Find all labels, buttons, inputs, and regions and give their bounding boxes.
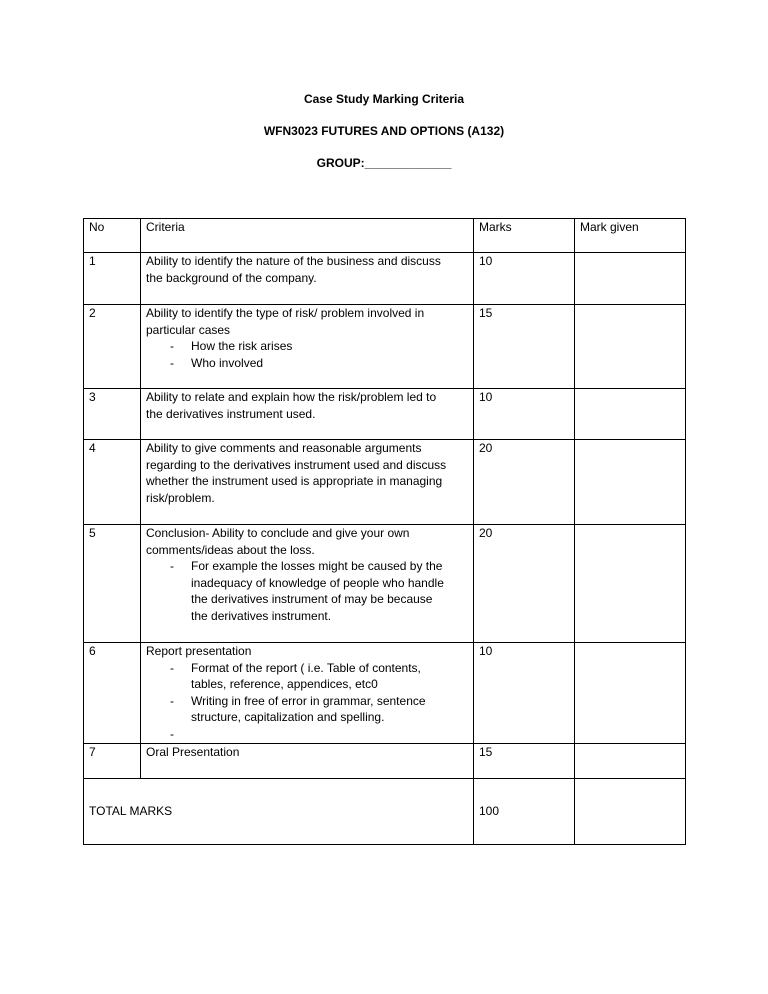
criteria-line: the derivatives instrument used.: [146, 406, 316, 421]
bullet-line: How the risk arises: [191, 339, 293, 353]
dash-marker: -: [170, 339, 174, 353]
criteria-bullet-list: [146, 558, 468, 624]
row-mark-given-cell[interactable]: [575, 744, 686, 779]
criteria-bullet: [146, 726, 468, 743]
criteria-line: risk/problem.: [146, 490, 215, 505]
row-criteria: [141, 525, 474, 643]
row-marks: 20: [474, 525, 575, 643]
criteria-line: the background of the company.: [146, 270, 317, 285]
criteria-bullet-list: [146, 660, 468, 743]
criteria-line: Ability to identify the nature of the business and discuss: [146, 254, 441, 268]
group-line: GROUP:_____________: [316, 156, 452, 170]
row-marks: 10: [474, 253, 575, 305]
bullet-line: For example the losses might be caused by the: [191, 559, 443, 573]
bullet-line: the derivatives instrument of may be because: [191, 592, 433, 606]
criteria-bullet-list: [146, 338, 468, 371]
bullet-line: Writing in free of error in grammar, sentence: [191, 693, 426, 708]
row-mark-given-cell[interactable]: [575, 389, 686, 440]
course-title: WFN3023 FUTURES AND OPTIONS (A132): [263, 124, 505, 138]
row-mark-given-cell[interactable]: [575, 440, 686, 525]
row-criteria: [141, 643, 474, 744]
bullet-line: tables, reference, appendices, etc0: [191, 677, 378, 691]
criteria-line: comments/ideas about the loss.: [146, 542, 315, 557]
row-number: 7: [84, 744, 141, 779]
bullet-line: inadequacy of knowledge of people who handle: [191, 575, 444, 590]
header-mark-given: Mark given: [575, 219, 686, 253]
bullet-line: structure, capitalization and spelling.: [191, 710, 385, 724]
row-number: 6: [84, 643, 141, 744]
bullet-line: Format of the report ( i.e. Table of contents,: [191, 660, 421, 675]
marking-criteria-table: [83, 218, 686, 845]
criteria-bullet: [146, 355, 468, 372]
header-marks: Marks: [474, 219, 575, 253]
document-title: Case Study Marking Criteria: [303, 92, 465, 106]
row-number: 3: [84, 389, 141, 440]
row-mark-given-cell[interactable]: [575, 305, 686, 389]
dash-marker: -: [170, 726, 174, 741]
header-criteria: Criteria: [141, 219, 474, 253]
table-row: [84, 440, 686, 525]
row-criteria: [141, 305, 474, 389]
row-marks: 10: [474, 643, 575, 744]
dash-marker: -: [170, 693, 174, 708]
row-criteria: [141, 253, 474, 305]
table-row: [84, 389, 686, 440]
criteria-line: Conclusion- Ability to conclude and give your own: [146, 526, 410, 540]
row-number: 5: [84, 525, 141, 643]
total-mark-given-cell[interactable]: [575, 779, 686, 845]
row-number: 2: [84, 305, 141, 389]
row-criteria: [141, 440, 474, 525]
header-no: No: [84, 219, 141, 253]
criteria-bullet: [146, 693, 468, 726]
total-label: TOTAL MARKS: [84, 779, 474, 845]
table-row: [84, 643, 686, 744]
bullet-line: the derivatives instrument.: [191, 608, 332, 623]
row-number: 4: [84, 440, 141, 525]
criteria-line: Oral Presentation: [146, 745, 240, 759]
row-mark-given-cell[interactable]: [575, 253, 686, 305]
total-value: 100: [474, 779, 575, 845]
table-row: [84, 305, 686, 389]
criteria-line: particular cases: [146, 322, 231, 337]
row-mark-given-cell[interactable]: [575, 643, 686, 744]
row-marks: 15: [474, 744, 575, 779]
criteria-line: Ability to relate and explain how the risk/problem led to: [146, 390, 437, 404]
dash-marker: -: [170, 559, 174, 573]
criteria-line: whether the instrument used is appropriate in managing: [146, 474, 443, 488]
row-criteria: [141, 744, 474, 779]
criteria-line: regarding to the derivatives instrument used and discuss: [146, 457, 447, 472]
criteria-line: Ability to give comments and reasonable arguments: [146, 441, 422, 455]
criteria-bullet: [146, 660, 468, 693]
dash-marker: -: [170, 660, 174, 675]
table-row: [84, 744, 686, 779]
table-row: [84, 525, 686, 643]
criteria-bullet: [146, 558, 468, 624]
criteria-bullet: [146, 338, 468, 355]
dash-marker: -: [170, 355, 174, 370]
table-row: [84, 253, 686, 305]
row-mark-given-cell[interactable]: [575, 525, 686, 643]
row-marks: 15: [474, 305, 575, 389]
bullet-line: [191, 726, 468, 743]
criteria-line: Report presentation: [146, 644, 252, 658]
row-number: 1: [84, 253, 141, 305]
table-header-row: [84, 219, 686, 253]
row-marks: 10: [474, 389, 575, 440]
criteria-line: Ability to identify the type of risk/ problem involved in: [146, 306, 425, 320]
total-row: [84, 779, 686, 845]
bullet-line: Who involved: [191, 355, 264, 370]
row-marks: 20: [474, 440, 575, 525]
row-criteria: [141, 389, 474, 440]
